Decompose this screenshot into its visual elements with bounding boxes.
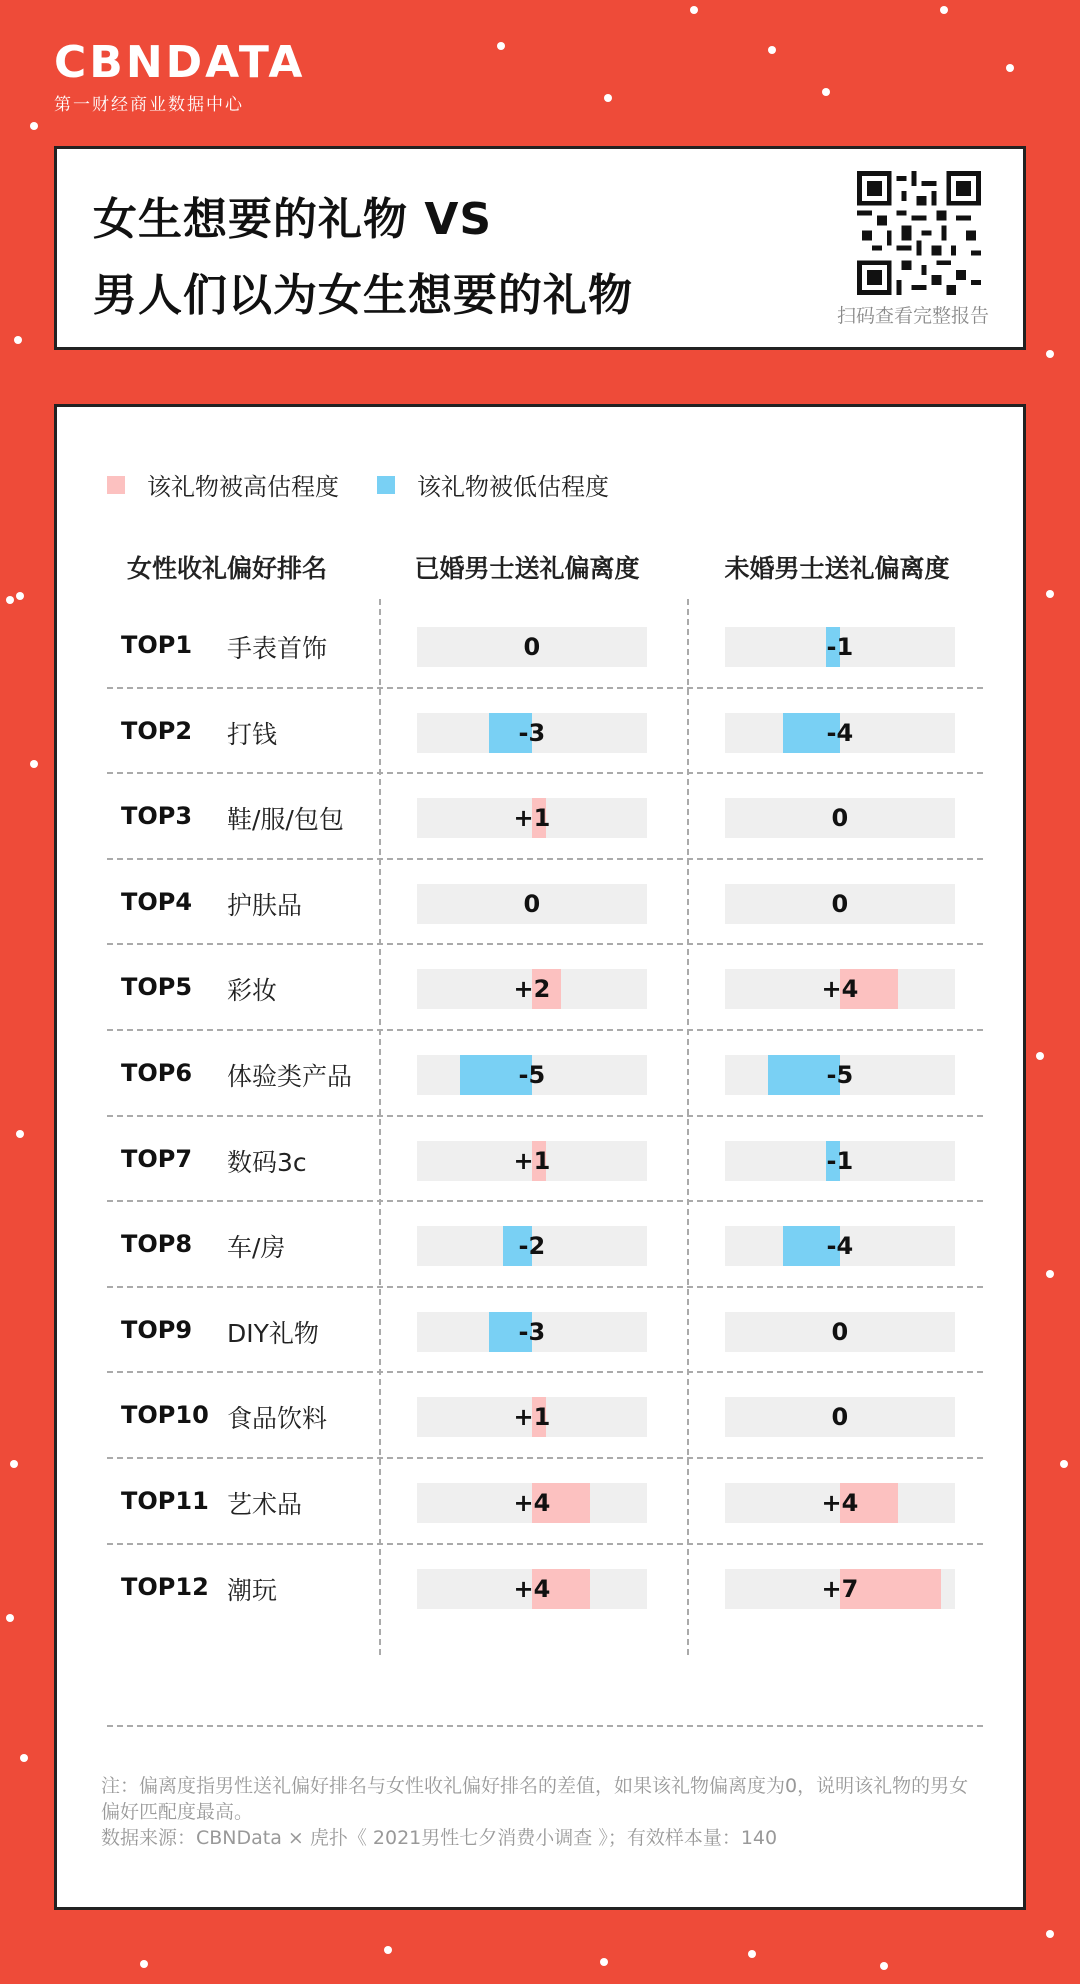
bar-track-unmarried: [725, 1483, 955, 1523]
data-label-married: -3: [518, 718, 546, 747]
legend-swatch-overestimate: [107, 476, 125, 494]
bar-track-unmarried: [725, 1226, 955, 1266]
data-label-unmarried: -4: [826, 718, 854, 747]
data-label-married: +1: [513, 804, 551, 833]
bar-track-married: [417, 1569, 647, 1609]
table-row: [57, 1286, 1023, 1372]
gift-label: 艺术品: [227, 1490, 303, 1519]
table-row: [57, 687, 1023, 773]
data-label-married: +4: [513, 1574, 551, 1603]
gift-label: 数码3c: [227, 1147, 307, 1177]
legend-swatch-underestimate: [377, 476, 395, 494]
rank-label: TOP3: [121, 802, 193, 831]
bar-track-unmarried: [725, 1055, 955, 1095]
rank-label: TOP12: [121, 1572, 209, 1601]
bar-track-unmarried: [725, 1397, 955, 1437]
gift-label: 食品饮料: [227, 1404, 328, 1434]
data-label-married: -2: [518, 1232, 546, 1261]
bar-track-unmarried: [725, 1141, 955, 1181]
title-line-2: 男人们以为女生想要的礼物: [93, 270, 633, 321]
data-label-married: -3: [518, 1317, 546, 1346]
table-row: [57, 943, 1023, 1029]
column-header-unmarried: 未婚男士送礼偏离度: [724, 554, 950, 583]
title-line-1: 女生想要的礼物 VS: [93, 194, 493, 245]
bar-track-unmarried: [725, 969, 955, 1009]
gift-label: 彩妆: [227, 976, 278, 1006]
data-label-married: +4: [513, 1489, 551, 1517]
data-label-unmarried: 0: [831, 804, 849, 833]
qr-caption: 扫码查看完整报告: [837, 305, 990, 327]
rank-label: TOP1: [121, 631, 193, 659]
bar-track-unmarried: [725, 713, 955, 753]
table-row: [57, 1200, 1023, 1286]
notes: [101, 1773, 981, 1851]
rank-label: TOP4: [121, 887, 193, 916]
bar-track-married: [417, 969, 647, 1009]
data-label-unmarried: -1: [826, 1146, 854, 1175]
bar-track-married: [417, 798, 647, 838]
rank-label: TOP6: [121, 1059, 193, 1087]
title-card: [54, 146, 1026, 350]
rank-label: TOP8: [121, 1230, 193, 1259]
brand-logo: [54, 38, 305, 115]
note-source: 数据来源：CBNData × 虎扑《 2021男性七夕消费小调查 》；有效样本量：140: [101, 1827, 778, 1849]
gift-label: DIY礼物: [227, 1318, 319, 1348]
rank-label: TOP2: [121, 716, 193, 745]
rank-label: TOP7: [121, 1144, 193, 1173]
column-header-rank: 女性收礼偏好排名: [126, 554, 327, 583]
data-label-unmarried: +4: [821, 1489, 859, 1517]
gift-label: 体验类产品: [227, 1062, 353, 1091]
bar-track-unmarried: [725, 627, 955, 667]
table-row: [57, 858, 1023, 944]
legend-item-overestimate: [107, 467, 339, 502]
gift-label: 手表首饰: [227, 634, 328, 663]
bar-track-married: [417, 1141, 647, 1181]
table-row: [57, 1115, 1023, 1201]
gift-label: 打钱: [227, 719, 278, 749]
table-row: [57, 1029, 1023, 1115]
data-label-unmarried: -4: [826, 1232, 854, 1261]
bar-track-married: [417, 1226, 647, 1266]
legend-label-overestimate: 该礼物被高估程度: [147, 473, 339, 501]
brand-tagline: 第一财经商业数据中心: [54, 95, 244, 115]
data-label-married: +1: [513, 1146, 551, 1175]
table-row: [57, 1457, 1023, 1543]
notes-divider: [107, 1725, 983, 1727]
data-label-unmarried: 0: [831, 1403, 849, 1432]
data-label-married: 0: [523, 633, 541, 661]
data-label-unmarried: 0: [831, 889, 849, 918]
bar-track-married: [417, 627, 647, 667]
table-row: [57, 772, 1023, 858]
data-label-married: +2: [513, 975, 551, 1004]
rank-label: TOP5: [121, 973, 193, 1002]
data-label-unmarried: -1: [826, 633, 854, 661]
data-label-unmarried: -5: [826, 1061, 854, 1089]
bar-track-unmarried: [725, 884, 955, 924]
bar-track-married: [417, 1312, 647, 1352]
qr-code-icon: [857, 171, 981, 295]
legend-label-underestimate: 该礼物被低估程度: [417, 473, 609, 501]
rank-label: TOP10: [121, 1401, 209, 1430]
data-label-married: 0: [523, 889, 541, 918]
gift-label: 护肤品: [227, 890, 303, 920]
chart-card: [54, 404, 1026, 1910]
bar-track-married: [417, 884, 647, 924]
rank-label: TOP9: [121, 1315, 193, 1344]
column-header-married: 已婚男士送礼偏离度: [414, 554, 640, 583]
brand-name: CBNDATA: [54, 37, 306, 88]
bar-track-married: [417, 1397, 647, 1437]
legend-item-underestimate: [377, 467, 609, 502]
bar-track-married: [417, 1483, 647, 1523]
table-row: [57, 601, 1023, 687]
data-label-unmarried: +7: [821, 1574, 859, 1603]
bar-track-unmarried: [725, 1569, 955, 1609]
table-row: [57, 1543, 1023, 1629]
data-label-unmarried: +4: [821, 975, 859, 1004]
gift-label: 鞋/服/包包: [227, 805, 344, 835]
bar-track-married: [417, 1055, 647, 1095]
legend: [107, 467, 647, 502]
note-definition: 注：偏离度指男性送礼偏好排名与女性收礼偏好排名的差值，如果该礼物偏离度为0，说明该礼物的男女偏好匹配度最高。: [101, 1775, 969, 1823]
bar-track-unmarried: [725, 798, 955, 838]
bar-track-married: [417, 713, 647, 753]
gift-label: 潮玩: [227, 1575, 278, 1605]
bar-track-unmarried: [725, 1312, 955, 1352]
data-label-married: -5: [518, 1061, 546, 1089]
table-row: [57, 1371, 1023, 1457]
gift-label: 车/房: [227, 1233, 286, 1263]
rank-label: TOP11: [121, 1487, 209, 1515]
data-label-unmarried: 0: [831, 1317, 849, 1346]
data-label-married: +1: [513, 1403, 551, 1432]
